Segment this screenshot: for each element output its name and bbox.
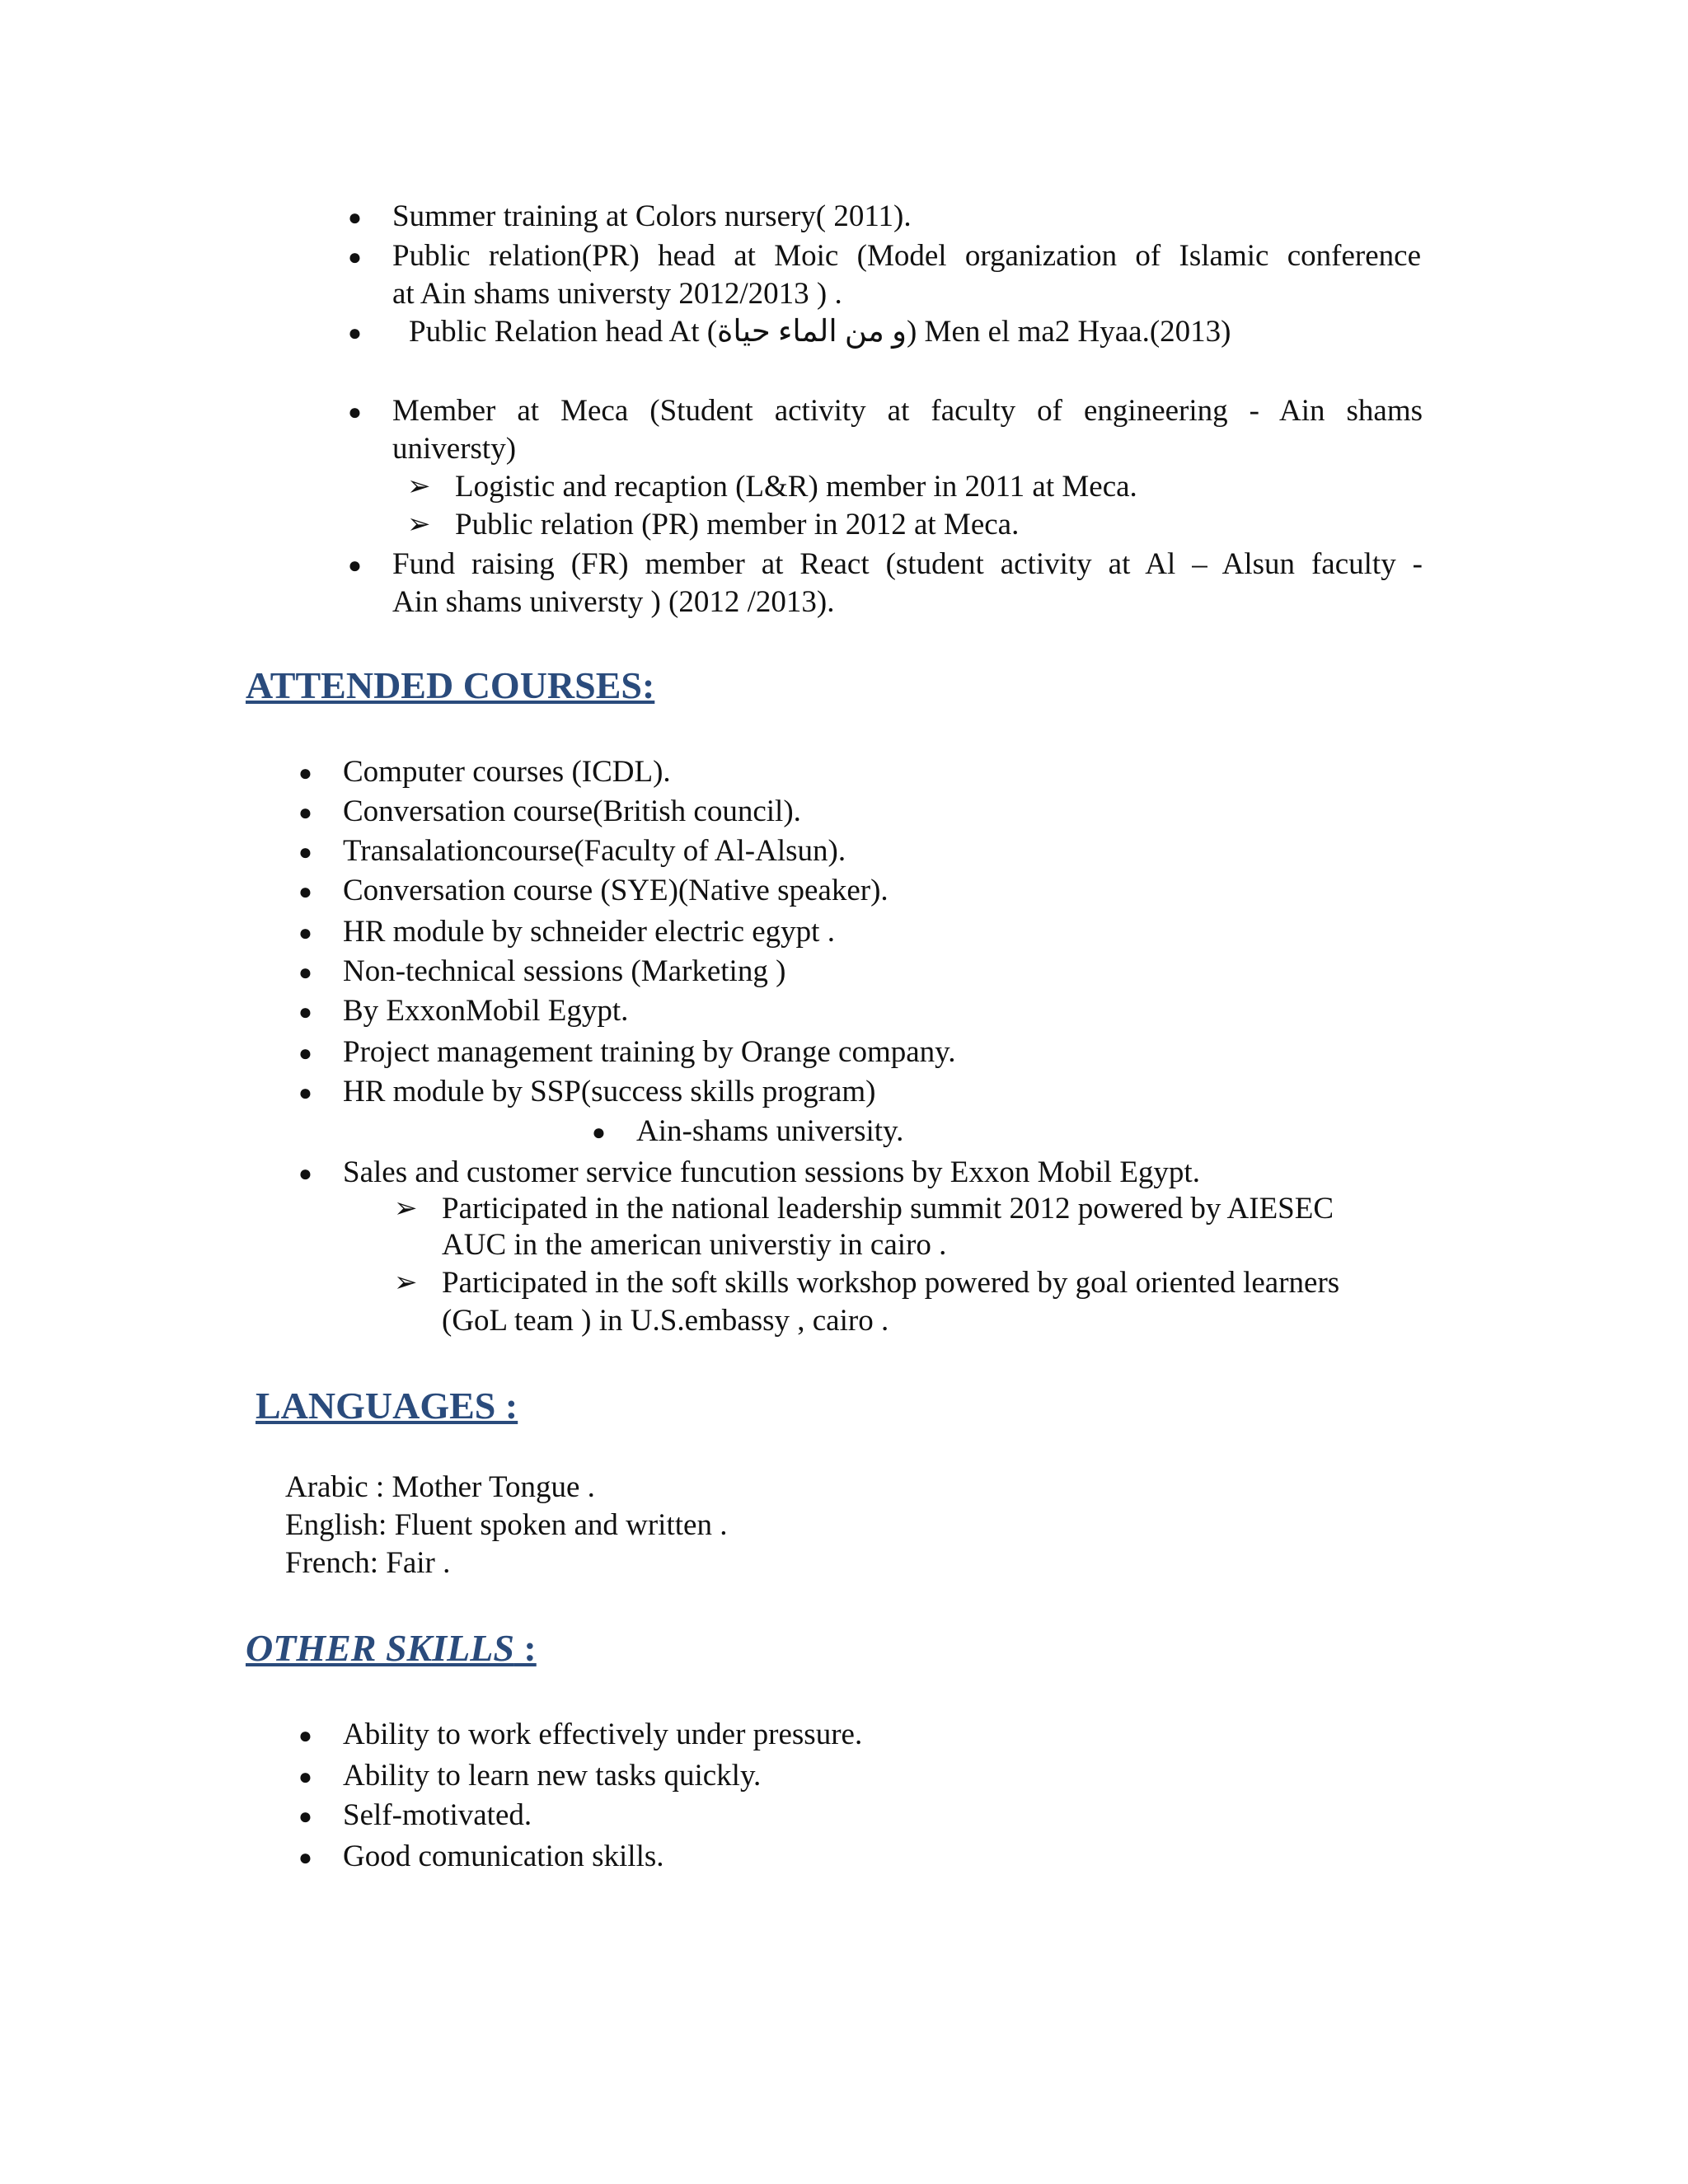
course-subitem: Ain-shams university. xyxy=(636,1114,904,1148)
section-heading-courses: ATTENDED COURSES: xyxy=(246,664,655,706)
bullet-icon: ● xyxy=(592,1120,606,1146)
arrow-bullet-icon: ➢ xyxy=(394,1193,418,1224)
activity-item-continued: universty) xyxy=(392,432,517,466)
section-heading-languages: LANGUAGES : xyxy=(256,1385,518,1427)
course-item: By ExxonMobil Egypt. xyxy=(343,994,629,1028)
bullet-icon: ● xyxy=(298,761,312,786)
skill-item: Ability to learn new tasks quickly. xyxy=(343,1759,762,1793)
course-item: Computer courses (ICDL). xyxy=(343,755,671,789)
skill-item: Ability to work effectively under pressure. xyxy=(343,1718,863,1751)
course-item: Project management training by Orange company. xyxy=(343,1035,956,1069)
bullet-icon: ● xyxy=(298,1000,312,1025)
bullet-icon: ● xyxy=(348,553,362,579)
arrow-bullet-icon: ➢ xyxy=(407,509,431,540)
bullet-icon: ● xyxy=(298,879,312,905)
course-subitem: Participated in the soft skills workshop powered by goal oriented learners xyxy=(442,1266,1340,1300)
activity-item: Public Relation head At (و من الماء حياة) Men el ma2 Hyaa.(2013) xyxy=(409,315,1231,349)
language-item: Arabic : Mother Tongue . xyxy=(285,1470,595,1504)
skill-item: Good comunication skills. xyxy=(343,1840,664,1873)
course-item: HR module by SSP(success skills program) xyxy=(343,1075,876,1108)
bullet-icon: ● xyxy=(298,1804,312,1830)
language-item: English: Fluent spoken and written . xyxy=(285,1508,728,1542)
bullet-icon: ● xyxy=(298,921,312,946)
section-heading-skills-text: OTHER SKILLS xyxy=(246,1627,514,1669)
activity-item: Summer training at Colors nursery( 2011). xyxy=(392,199,912,233)
activity-item: Fund raising (FR) member at React (student activity at Al – Alsun faculty - xyxy=(392,547,1423,581)
bullet-icon: ● xyxy=(348,321,362,346)
bullet-icon: ● xyxy=(298,1723,312,1749)
language-item: French: Fair . xyxy=(285,1546,451,1580)
bullet-icon: ● xyxy=(348,205,362,231)
skill-item: Self-motivated. xyxy=(343,1798,532,1832)
bullet-icon: ● xyxy=(348,400,362,425)
bullet-icon: ● xyxy=(298,1765,312,1790)
bullet-icon: ● xyxy=(298,1845,312,1871)
arrow-bullet-icon: ➢ xyxy=(394,1268,418,1298)
activity-item-continued: at Ain shams universty 2012/2013 ) . xyxy=(392,277,842,311)
bullet-icon: ● xyxy=(298,840,312,865)
course-item: Non-technical sessions (Marketing ) xyxy=(343,954,786,988)
course-item: Conversation course (SYE)(Native speaker). xyxy=(343,874,889,907)
course-item: Transalationcourse(Faculty of Al-Alsun). xyxy=(343,834,846,868)
course-item: Sales and customer service funcution sessions by Exxon Mobil Egypt. xyxy=(343,1155,1200,1189)
bullet-icon: ● xyxy=(348,245,362,270)
bullet-icon: ● xyxy=(298,1080,312,1106)
course-item: Conversation course(British council). xyxy=(343,794,801,828)
activity-subitem: Public relation (PR) member in 2012 at Meca. xyxy=(455,508,1020,541)
course-subitem-continued: (GoL team ) in U.S.embassy , cairo . xyxy=(442,1304,889,1338)
activity-item: Member at Meca (Student activity at faculty of engineering - Ain shams xyxy=(392,394,1423,428)
course-subitem-continued: AUC in the american universtiy in cairo . xyxy=(442,1228,947,1262)
bullet-icon: ● xyxy=(298,800,312,826)
course-subitem: Participated in the national leadership summit 2012 powered by AIESEC xyxy=(442,1192,1334,1226)
activity-item-continued: Ain shams universty ) (2012 /2013). xyxy=(392,585,835,619)
course-item: HR module by schneider electric egypt . xyxy=(343,915,835,949)
section-heading-skills xyxy=(246,1625,537,1671)
arrow-bullet-icon: ➢ xyxy=(407,471,431,502)
activity-item: Public relation(PR) head at Moic (Model organization of Islamic conference xyxy=(392,239,1421,273)
bullet-icon: ● xyxy=(298,1041,312,1066)
bullet-icon: ● xyxy=(298,1161,312,1187)
activity-subitem: Logistic and recaption (L&R) member in 2011 at Meca. xyxy=(455,470,1137,504)
section-heading-skills-colon: : xyxy=(513,1627,537,1669)
bullet-icon: ● xyxy=(298,960,312,986)
